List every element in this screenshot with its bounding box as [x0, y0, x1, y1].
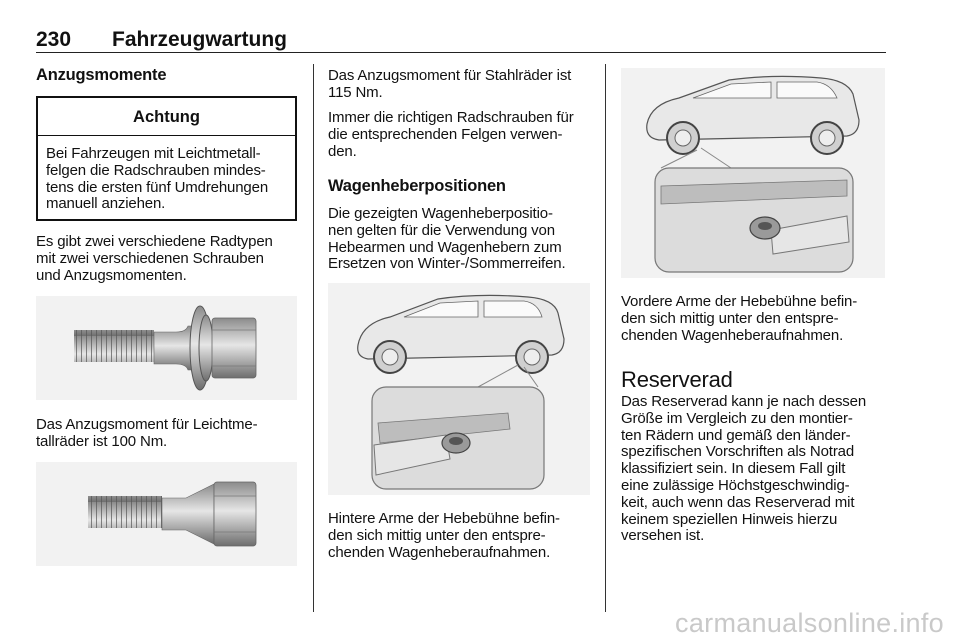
section-heading-anzugsmomente: Anzugsmomente: [36, 66, 167, 84]
paragraph-front-arms: Vordere Arme der Hebebühne befin- den sich mittig unter den entspre- chenden Wagenheberaufnahmen.: [621, 293, 858, 344]
column-divider-2: [605, 64, 606, 612]
caution-notice: [36, 96, 297, 221]
header-rule: [36, 52, 886, 53]
paragraph-spare-wheel: Das Reserverad kann je nach dessen Größe im Vergleich zu den montier- ten Rädern und gemäß den länder- spezifischen Vorschriften als Notrad klassifiziert sein. In diesem Fall gilt eine zulässige Höchstgeschwindig- keit, auch wenn das Reserverad mit keinem speziellen Hinweis hierzu versehen ist.: [621, 393, 867, 545]
paragraph-steel-torque: Das Anzugsmoment für Stahlräder ist 115 Nm.: [328, 67, 572, 101]
steel-wheel-bolt-illustration: [36, 462, 297, 566]
section-heading-jack-positions: Wagenheberpositionen: [328, 177, 506, 195]
paragraph-jack-positions: Die gezeigten Wagenheberpositio- nen gelten für die Verwendung von Hebearmen und Wagenhebern zum Ersetzen von Winter-/Sommerreifen.: [328, 205, 566, 273]
paragraph-wheel-types: Es gibt zwei verschiedene Radtypen mit zwei verschiedenen Schrauben und Anzugsmomenten.: [36, 233, 273, 284]
column-divider-1: [313, 64, 314, 612]
page-number: 230: [36, 28, 72, 51]
chapter-title: Fahrzeugwartung: [112, 28, 288, 51]
paragraph-alloy-torque: Das Anzugsmoment für Leichtme- tallräder ist 100 Nm.: [36, 416, 258, 450]
front-jack-point-illustration: [621, 68, 885, 278]
watermark: carmanualsonline.info: [675, 608, 944, 638]
alloy-wheel-bolt-illustration: [36, 296, 297, 400]
paragraph-correct-bolts: Immer die richtigen Radschrauben für die entsprechenden Felgen verwen- den.: [328, 109, 574, 160]
caution-body: Bei Fahrzeugen mit Leichtmetall- felgen die Radschrauben mindes- tens die ersten fünf Umdrehungen manuell anziehen.: [46, 145, 269, 213]
rear-jack-point-illustration: [328, 283, 590, 495]
section-heading-spare-wheel: Reserverad: [621, 367, 733, 392]
paragraph-rear-arms: Hintere Arme der Hebebühne befin- den sich mittig unter den entspre- chenden Wagenheberaufnahmen.: [328, 510, 560, 561]
caution-title: Achtung: [38, 98, 295, 136]
